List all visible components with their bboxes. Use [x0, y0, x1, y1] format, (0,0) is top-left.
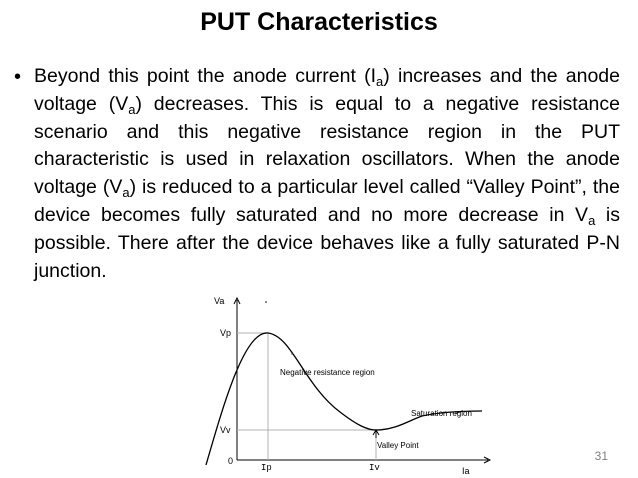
- saturation-region-label: Saturation region: [411, 409, 472, 418]
- subscript-a: a: [376, 74, 384, 89]
- subscript-a: a: [122, 185, 130, 201]
- text-part-1: Beyond this point the anode current (I: [34, 65, 377, 87]
- put-characteristic-diagram: [200, 290, 500, 478]
- vv-label: Vv: [220, 425, 231, 435]
- iv-label: Iv: [369, 463, 380, 473]
- top-dot: [265, 301, 267, 303]
- ip-label: Ip: [261, 463, 272, 473]
- slide-number: 31: [594, 449, 608, 463]
- text-part-2: ) increases and the anode voltage (V: [34, 65, 620, 115]
- vp-label: Vp: [220, 328, 232, 338]
- text-part-3: ) decreases. This is equal to a negative resistance scenario and this negative resistance region in the PUT characteristic is used in relaxation oscillators. When the anode voltage (V: [34, 92, 620, 199]
- slide-title: PUT Characteristics: [200, 8, 438, 36]
- negative-resistance-label: Negative resistance region: [280, 368, 375, 377]
- y-axis-label: Va: [214, 296, 225, 306]
- origin-label: 0: [228, 456, 234, 466]
- subscript-a: a: [588, 212, 596, 228]
- text-part-4: ) is reduced to a particular level called “Valley Point”, the device becomes fully saturated and no more decrease in V: [34, 176, 620, 226]
- text-part-5: is possible. There after the device behaves like a fully saturated P-N junction.: [34, 203, 620, 282]
- subscript-a: a: [128, 101, 136, 117]
- bullet-text: [34, 63, 620, 285]
- characteristic-curve: [206, 333, 482, 465]
- curve-dot: [291, 353, 292, 354]
- x-axis-label: Ia: [462, 466, 470, 476]
- bullet-marker: •: [14, 66, 22, 88]
- valley-point-label: Valley Point: [377, 441, 419, 450]
